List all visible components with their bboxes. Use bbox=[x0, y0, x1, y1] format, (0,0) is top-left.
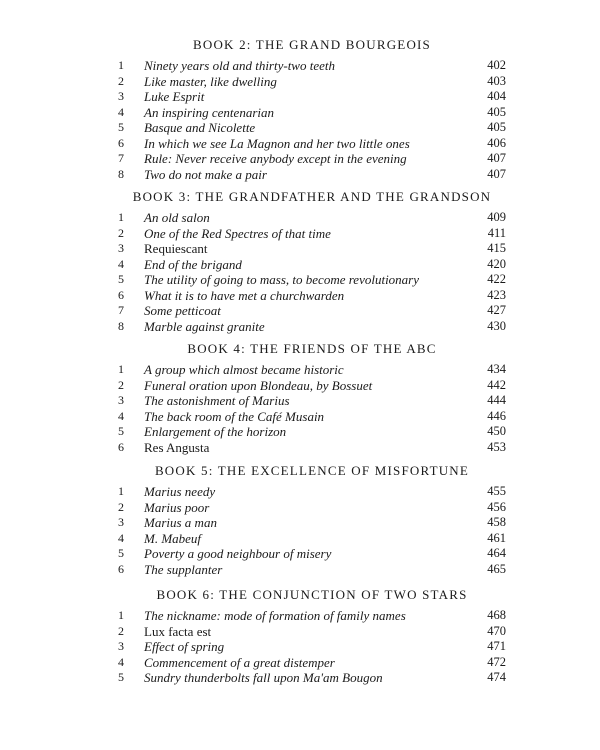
chapter-page: 453 bbox=[487, 439, 506, 454]
chapter-page: 474 bbox=[487, 670, 506, 684]
chapter-number: 8 bbox=[118, 318, 124, 333]
chapter-number: 4 bbox=[118, 408, 124, 423]
chapter-page: 470 bbox=[487, 623, 506, 638]
chapter-title: Commencement of a great distemper bbox=[144, 654, 335, 670]
chapter-title: Luke Esprit bbox=[144, 89, 205, 104]
chapter-list bbox=[118, 210, 506, 334]
chapter-number: 5 bbox=[118, 546, 124, 560]
chapter-page: 464 bbox=[487, 546, 506, 560]
chapter-row bbox=[118, 58, 506, 74]
chapter-page: 402 bbox=[487, 58, 506, 72]
chapter-page: 411 bbox=[487, 225, 506, 240]
book-heading: BOOK 4: THE FRIENDS OF THE ABC bbox=[187, 341, 437, 356]
chapter-row bbox=[118, 74, 506, 90]
chapter-title: What it is to have met a churchwarden bbox=[144, 287, 345, 303]
chapter-row bbox=[118, 608, 506, 624]
chapter-row bbox=[118, 303, 506, 319]
chapter-row bbox=[118, 257, 506, 273]
book-section bbox=[118, 340, 506, 455]
chapter-row bbox=[118, 409, 506, 425]
chapter-title: Rule: Never receive anybody except in the evening bbox=[144, 151, 407, 166]
chapter-title: Marius poor bbox=[144, 499, 210, 515]
chapter-title: Requiescant bbox=[144, 241, 208, 256]
chapter-row bbox=[118, 440, 506, 456]
chapter-number: 6 bbox=[118, 287, 124, 302]
chapter-page: 450 bbox=[487, 424, 506, 438]
chapter-title: M. Mabeuf bbox=[144, 530, 202, 546]
chapter-title: Marius needy bbox=[144, 484, 216, 499]
chapter-page: 472 bbox=[487, 654, 506, 669]
chapter-title: Basque and Nicolette bbox=[144, 120, 256, 135]
chapter-page: 404 bbox=[487, 89, 506, 103]
chapter-title: Sundry thunderbolts fall upon Ma'am Bougon bbox=[144, 670, 383, 685]
chapter-row bbox=[118, 167, 506, 183]
chapter-row bbox=[118, 210, 506, 226]
chapter-title: Marius a man bbox=[144, 515, 217, 530]
chapter-number: 4 bbox=[118, 654, 124, 669]
chapter-row bbox=[118, 136, 506, 152]
chapter-page: 420 bbox=[487, 256, 506, 271]
chapter-list bbox=[118, 484, 506, 577]
chapter-number: 1 bbox=[118, 58, 124, 72]
chapter-list bbox=[118, 608, 506, 686]
chapter-title: Some petticoat bbox=[144, 303, 221, 318]
chapter-number: 7 bbox=[118, 151, 124, 165]
chapter-title: A group which almost became historic bbox=[144, 362, 344, 377]
chapter-title: The utility of going to mass, to become revolutionary bbox=[144, 272, 420, 287]
chapter-number: 3 bbox=[118, 89, 124, 103]
chapter-row bbox=[118, 378, 506, 394]
chapter-number: 8 bbox=[118, 166, 124, 181]
chapter-row bbox=[118, 226, 506, 242]
chapter-page: 403 bbox=[487, 73, 506, 88]
book-section bbox=[118, 188, 506, 334]
chapter-page: 423 bbox=[487, 287, 506, 302]
chapter-number: 2 bbox=[118, 73, 124, 88]
chapter-number: 4 bbox=[118, 104, 124, 119]
chapter-row bbox=[118, 562, 506, 578]
chapter-number: 5 bbox=[118, 424, 124, 438]
chapter-page: 442 bbox=[487, 377, 506, 392]
book-section bbox=[118, 36, 506, 182]
chapter-title: Poverty a good neighbour of misery bbox=[144, 546, 332, 561]
chapter-page: 405 bbox=[487, 104, 506, 119]
chapter-title: The supplanter bbox=[144, 561, 223, 577]
chapter-row bbox=[118, 624, 506, 640]
chapter-page: 465 bbox=[487, 561, 506, 576]
book-section bbox=[118, 462, 506, 577]
chapter-row bbox=[118, 319, 506, 335]
chapter-title: Res Angusta bbox=[144, 439, 210, 455]
chapter-title: Funeral oration upon Blondeau, by Bossuet bbox=[144, 377, 373, 393]
chapter-number: 2 bbox=[118, 377, 124, 392]
chapter-title: Lux facta est bbox=[144, 623, 212, 639]
chapter-row bbox=[118, 120, 506, 136]
chapter-page: 406 bbox=[487, 135, 506, 150]
chapter-number: 2 bbox=[118, 623, 124, 638]
chapter-title: In which we see La Magnon and her two little ones bbox=[144, 135, 410, 151]
chapter-page: 405 bbox=[487, 120, 506, 134]
chapter-number: 6 bbox=[118, 561, 124, 576]
chapter-number: 5 bbox=[118, 272, 124, 286]
chapter-row bbox=[118, 655, 506, 671]
chapter-title: The back room of the Café Musain bbox=[144, 408, 325, 424]
chapter-title: End of the brigand bbox=[144, 256, 242, 272]
book-heading: BOOK 3: THE GRANDFATHER AND THE GRANDSON bbox=[132, 189, 492, 204]
chapter-row bbox=[118, 241, 506, 257]
chapter-number: 3 bbox=[118, 515, 124, 529]
chapter-number: 6 bbox=[118, 439, 124, 454]
chapter-row bbox=[118, 484, 506, 500]
chapter-number: 1 bbox=[118, 362, 124, 376]
chapter-title: Like master, like dwelling bbox=[144, 73, 277, 89]
chapter-page: 446 bbox=[487, 408, 506, 423]
chapter-page: 427 bbox=[487, 303, 506, 317]
chapter-row bbox=[118, 288, 506, 304]
chapter-page: 456 bbox=[487, 499, 506, 514]
chapter-row bbox=[118, 531, 506, 547]
chapter-title: Effect of spring bbox=[144, 639, 225, 654]
chapter-number: 1 bbox=[118, 608, 124, 622]
chapter-title: Enlargement of the horizon bbox=[144, 424, 287, 439]
chapter-title: One of the Red Spectres of that time bbox=[144, 225, 331, 241]
chapter-number: 1 bbox=[118, 210, 124, 224]
chapter-number: 4 bbox=[118, 256, 124, 271]
chapter-page: 461 bbox=[487, 530, 506, 545]
chapter-row bbox=[118, 515, 506, 531]
chapter-number: 4 bbox=[118, 530, 124, 545]
chapter-row bbox=[118, 639, 506, 655]
chapter-row bbox=[118, 151, 506, 167]
chapter-page: 430 bbox=[487, 318, 506, 333]
chapter-list bbox=[118, 58, 506, 182]
chapter-row bbox=[118, 89, 506, 105]
chapter-page: 471 bbox=[487, 639, 506, 653]
chapter-page: 455 bbox=[487, 484, 506, 498]
chapter-page: 468 bbox=[487, 608, 506, 622]
chapter-number: 6 bbox=[118, 135, 124, 150]
chapter-number: 3 bbox=[118, 241, 124, 255]
chapter-page: 434 bbox=[487, 362, 506, 376]
chapter-number: 3 bbox=[118, 393, 124, 407]
chapter-title: The nickname: mode of formation of family names bbox=[144, 608, 406, 623]
chapter-page: 444 bbox=[487, 393, 506, 407]
chapter-list bbox=[118, 362, 506, 455]
chapter-row bbox=[118, 424, 506, 440]
book-heading: BOOK 2: THE GRAND BOURGEOIS bbox=[192, 37, 431, 52]
chapter-row bbox=[118, 500, 506, 516]
chapter-page: 415 bbox=[487, 241, 506, 255]
chapter-row bbox=[118, 393, 506, 409]
chapter-page: 422 bbox=[487, 272, 506, 286]
chapter-title: An old salon bbox=[144, 210, 210, 225]
chapter-number: 2 bbox=[118, 225, 124, 240]
chapter-number: 2 bbox=[118, 499, 124, 514]
chapter-number: 3 bbox=[118, 639, 124, 653]
chapter-page: 407 bbox=[487, 151, 506, 165]
chapter-page: 407 bbox=[487, 166, 506, 181]
chapter-number: 1 bbox=[118, 484, 124, 498]
book-section bbox=[118, 586, 506, 686]
chapter-row bbox=[118, 362, 506, 378]
chapter-row bbox=[118, 546, 506, 562]
chapter-row bbox=[118, 272, 506, 288]
book-heading: BOOK 6: THE CONJUNCTION OF TWO STARS bbox=[156, 587, 468, 602]
chapter-row bbox=[118, 670, 506, 686]
chapter-page: 409 bbox=[487, 210, 506, 224]
chapter-number: 5 bbox=[118, 670, 124, 684]
chapter-title: Ninety years old and thirty-two teeth bbox=[144, 58, 335, 73]
book-heading: BOOK 5: THE EXCELLENCE OF MISFORTUNE bbox=[154, 463, 470, 478]
chapter-title: Marble against granite bbox=[144, 318, 265, 334]
chapter-row bbox=[118, 105, 506, 121]
chapter-number: 7 bbox=[118, 303, 124, 317]
chapter-title: The astonishment of Marius bbox=[144, 393, 290, 408]
chapter-title: Two do not make a pair bbox=[144, 166, 267, 182]
chapter-number: 5 bbox=[118, 120, 124, 134]
chapter-title: An inspiring centenarian bbox=[144, 104, 274, 120]
chapter-page: 458 bbox=[487, 515, 506, 529]
